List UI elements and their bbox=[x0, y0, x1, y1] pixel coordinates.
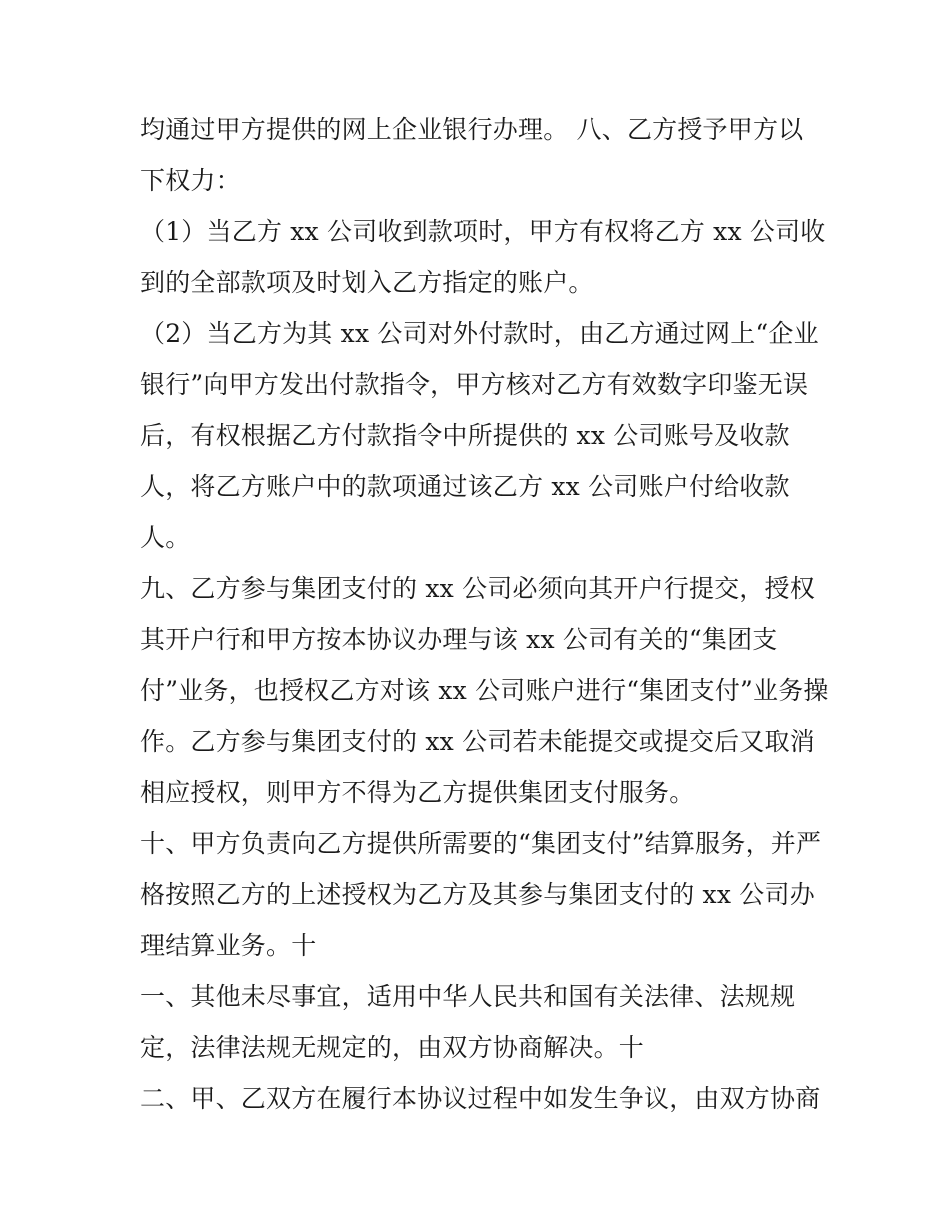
text-line: 理结算业务。十 bbox=[140, 931, 317, 960]
text-line: 人。 bbox=[140, 523, 191, 552]
text-line: 均通过甲方提供的网上企业银行办理。 八、乙方授予甲方以 bbox=[140, 115, 804, 144]
text-line: 十、甲方负责向乙方提供所需要的“集团支付”结算服务，并严 bbox=[140, 829, 822, 858]
text-line: 二、甲、乙双方在履行本协议过程中如发生争议，由双方协商 bbox=[140, 1084, 821, 1113]
text-line: 下权力： bbox=[140, 166, 241, 195]
text-line: 后，有权根据乙方付款指令中所提供的 xx 公司账号及收款 bbox=[140, 421, 790, 450]
text-line: 一、其他未尽事宜，适用中华人民共和国有关法律、法规规 bbox=[140, 982, 796, 1011]
text-line: 格按照乙方的上述授权为乙方及其参与集团支付的 xx 公司办 bbox=[140, 880, 815, 909]
text-line: 付”业务，也授权乙方对该 xx 公司账户进行“集团支付”业务操 bbox=[140, 676, 829, 705]
document-body bbox=[140, 104, 829, 1124]
text-line: 作。乙方参与集团支付的 xx 公司若未能提交或提交后又取消 bbox=[140, 727, 815, 756]
text-line: 九、乙方参与集团支付的 xx 公司必须向其开户行提交，授权 bbox=[140, 574, 815, 603]
text-line: （1）当乙方 xx 公司收到款项时，甲方有权将乙方 xx 公司收 bbox=[140, 217, 826, 246]
text-line: 到的全部款项及时划入乙方指定的账户。 bbox=[140, 268, 594, 297]
text-line: 其开户行和甲方按本协议办理与该 xx 公司有关的“集团支 bbox=[140, 625, 778, 654]
text-line: （2）当乙方为其 xx 公司对外付款时，由乙方通过网上“企业 bbox=[140, 319, 819, 348]
text-line: 人，将乙方账户中的款项通过该乙方 xx 公司账户付给收款 bbox=[140, 472, 790, 501]
text-line: 相应授权，则甲方不得为乙方提供集团支付服务。 bbox=[140, 778, 695, 807]
text-line: 定，法律法规无规定的，由双方协商解决。十 bbox=[140, 1033, 645, 1062]
text-line: 银行”向甲方发出付款指令，甲方核对乙方有效数字印鉴无误 bbox=[140, 370, 809, 399]
